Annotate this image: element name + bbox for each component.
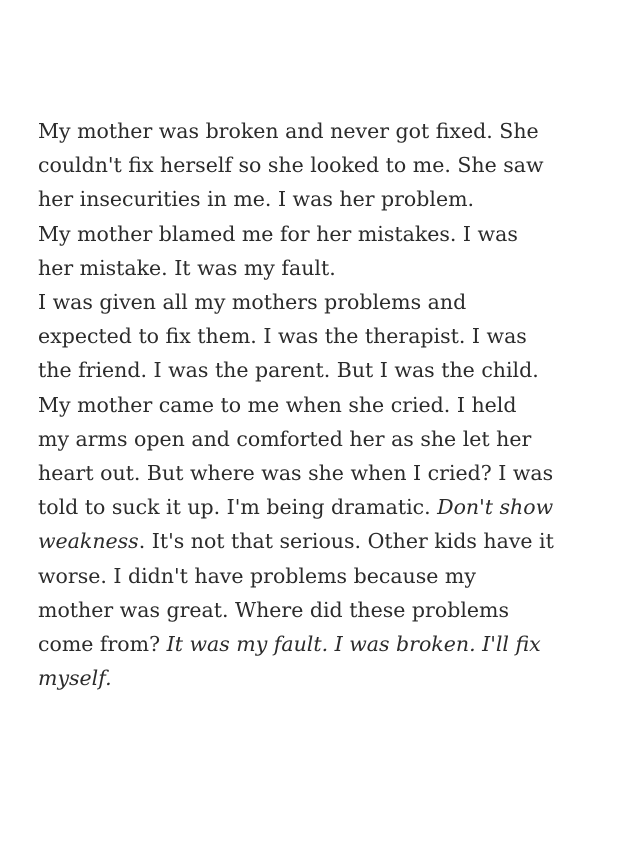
italic-text-segment: Don't show [437, 495, 554, 520]
text-line [38, 661, 618, 695]
text-segment: the friend. I was the parent. But I was the child. [38, 358, 539, 383]
text-segment: couldn't fix herself so she looked to me. She saw [38, 153, 544, 178]
text-segment: come from? [38, 632, 167, 657]
text-segment: my arms open and comforted her as she let her [38, 426, 532, 451]
text-line [38, 490, 618, 524]
text-line [38, 217, 618, 251]
text-segment: told to suck it up. I'm being dramatic. [38, 495, 438, 520]
italic-text-segment: It was my fault. I was broken. I'll fix [166, 632, 541, 657]
text-line [38, 456, 618, 490]
text-segment: My mother came to me when she cried. I held [38, 392, 517, 417]
text-line [38, 251, 618, 285]
text-line [38, 319, 618, 353]
text-line [38, 559, 618, 593]
text-segment: My mother was broken and never got fixed. She [38, 119, 539, 143]
italic-text-segment: weakness [38, 529, 139, 554]
text-segment: heart out. But where was she when I cried? I was [38, 461, 554, 486]
body-text [38, 114, 618, 695]
text-segment: I was given all my mothers problems and [38, 290, 467, 315]
text-segment: her mistake. It was my fault. [38, 255, 336, 280]
text-segment: worse. I didn't have problems because my [38, 563, 476, 588]
text-segment: her insecurities in me. I was her problem. [38, 187, 475, 212]
text-line [38, 422, 618, 456]
text-line [38, 353, 618, 387]
text-segment: My mother blamed me for her mistakes. I was [38, 221, 518, 246]
text-segment: expected to fix them. I was the therapist. I was [38, 324, 527, 349]
text-line [38, 524, 618, 558]
text-line [38, 148, 618, 182]
text-line [38, 593, 618, 627]
text-line [38, 388, 618, 422]
text-line [38, 285, 618, 319]
italic-text-segment: myself. [38, 666, 112, 691]
text-segment: . It's not that serious. Other kids have it [138, 529, 554, 554]
text-line [38, 114, 618, 148]
text-line [38, 182, 618, 216]
text-line [38, 627, 618, 661]
text-segment: mother was great. Where did these problems [38, 597, 509, 622]
